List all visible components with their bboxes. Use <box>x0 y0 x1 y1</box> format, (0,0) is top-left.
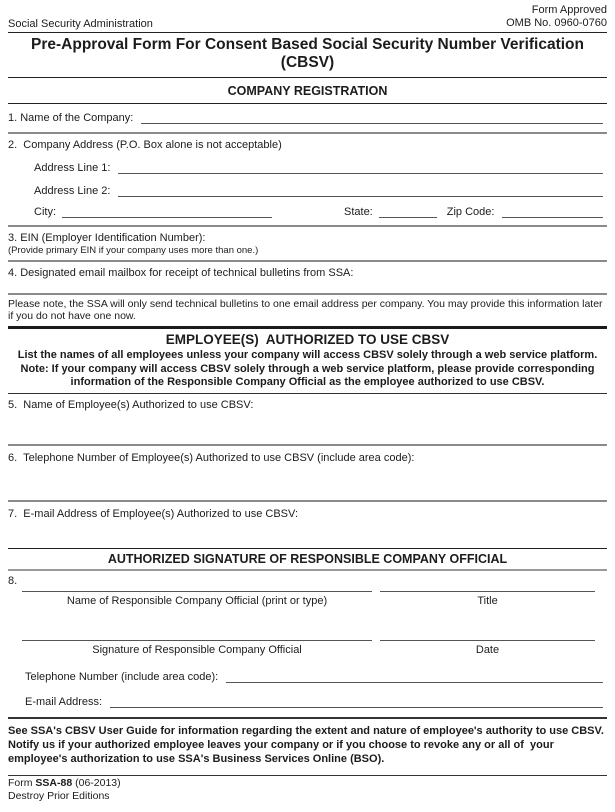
signature-heading: AUTHORIZED SIGNATURE OF RESPONSIBLE COMPANY OFFICIAL <box>8 548 607 571</box>
official-title-input[interactable] <box>380 590 595 592</box>
form-date: (06-2013) <box>72 777 121 789</box>
employee-phone-input[interactable] <box>8 464 607 500</box>
official-phone-row <box>8 669 607 683</box>
company-registration-heading: COMPANY REGISTRATION <box>227 83 388 98</box>
form-title-line2: (CBSV) <box>280 54 335 72</box>
employees-instructions: List the names of all employees unless your company will access CBSV solely through a web service platform. Note: If your company will access CBSV solely through a web service platform, please provide corresponding information of the Responsible Company Official as the employee authorized to use CBSV. <box>8 347 607 394</box>
address-line1-label: Address Line 1: <box>34 161 111 174</box>
name-title-lines-row <box>22 590 595 607</box>
official-email-label: E-mail Address: <box>25 696 103 709</box>
city-state-zip-row <box>8 204 607 218</box>
item6-row <box>8 446 607 502</box>
item5-row <box>8 394 607 446</box>
agency-name: Social Security Administration <box>8 17 153 30</box>
designated-email-input[interactable] <box>8 279 607 293</box>
company-registration-section <box>8 103 607 720</box>
company-name-input[interactable] <box>141 110 603 124</box>
official-name-label: Name of Responsible Company Official (print or type) <box>66 595 328 608</box>
item3-label: 3. EIN (Employer Identification Number): <box>8 231 206 244</box>
item1-row <box>8 104 607 134</box>
form-approved-text: Form Approved <box>531 4 607 16</box>
item7-label: 7. E-mail Address of Employee(s) Authorized to use CBSV: <box>8 508 299 521</box>
official-title-label: Title <box>477 595 498 608</box>
address-line2-input[interactable] <box>118 183 603 197</box>
item8-number: 8. <box>8 575 18 588</box>
item8-block <box>8 575 607 719</box>
signature-date-label: Date <box>475 644 500 657</box>
official-phone-input[interactable] <box>226 669 603 683</box>
form-number-line <box>8 777 607 790</box>
omb-number: OMB No. 0960-0760 <box>506 16 607 29</box>
official-title-column <box>380 590 595 607</box>
address-line1-row <box>8 160 607 174</box>
item5-label: 5. Name of Employee(s) Authorized to use CBSV: <box>8 399 254 412</box>
item3-row <box>8 227 607 262</box>
omb-approval-block <box>506 4 607 30</box>
official-name-input[interactable] <box>22 590 372 592</box>
address-line2-label: Address Line 2: <box>34 184 111 197</box>
destroy-prior-editions: Destroy Prior Editions <box>8 790 110 803</box>
address-line1-input[interactable] <box>118 160 603 174</box>
form-number: SSA-88 <box>35 777 73 789</box>
city-label: City: <box>34 205 56 218</box>
employee-email-input[interactable] <box>8 520 607 548</box>
item4-label: 4. Designated email mailbox for receipt of technical bulletins from SSA: <box>8 266 354 279</box>
official-email-input[interactable] <box>110 694 603 708</box>
item2-label: 2. Company Address (P.O. Box alone is not acceptable) <box>8 138 282 151</box>
item6-label: 6. Telephone Number of Employee(s) Authorized to use CBSV (include area code): <box>8 452 415 465</box>
item3-note: (Provide primary EIN if your company uses more than one.) <box>8 244 259 256</box>
official-signature-input[interactable] <box>22 639 372 641</box>
official-phone-label: Telephone Number (include area code): <box>25 671 219 684</box>
signature-date-lines-row <box>22 639 595 656</box>
signature-date-column <box>380 639 595 656</box>
item2-row <box>8 134 607 227</box>
employees-heading: EMPLOYEE(S) AUTHORIZED TO USE CBSV <box>165 332 450 348</box>
zip-input[interactable] <box>502 204 603 218</box>
signature-date-input[interactable] <box>380 639 595 641</box>
state-input[interactable] <box>379 204 437 218</box>
zip-label: Zip Code: <box>446 205 495 218</box>
form-title-line1: Pre-Approval Form For Consent Based Social Security Number Verification <box>31 35 584 53</box>
form-footer <box>8 775 607 803</box>
technical-bulletins-note: Please note, the SSA will only send technical bulletins to one email address per company. You may provide this information later if you do not have one now. <box>8 295 607 330</box>
item1-label: 1. Name of the Company: <box>8 111 134 124</box>
official-name-column <box>22 590 372 607</box>
employee-names-input[interactable] <box>8 411 607 444</box>
item4-row <box>8 262 607 295</box>
form-header <box>8 4 607 33</box>
official-signature-column <box>22 639 372 656</box>
address-line2-row <box>8 183 607 197</box>
official-signature-label: Signature of Responsible Company Official <box>92 644 302 657</box>
state-label: State: <box>344 205 373 218</box>
official-email-row <box>8 694 607 708</box>
form-prefix: Form <box>8 777 36 789</box>
city-input[interactable] <box>62 204 272 218</box>
form-title-block <box>8 33 607 78</box>
item7-row <box>8 502 607 548</box>
user-guide-notice: See SSA's CBSV User Guide for information regarding the extent and nature of employee's authority to use CBSV. Notify us if your authorized employee leaves your company or if you choose to revoke any or all of your employee's authorization to use SSA's Business Services Online (BSO). <box>8 725 611 766</box>
